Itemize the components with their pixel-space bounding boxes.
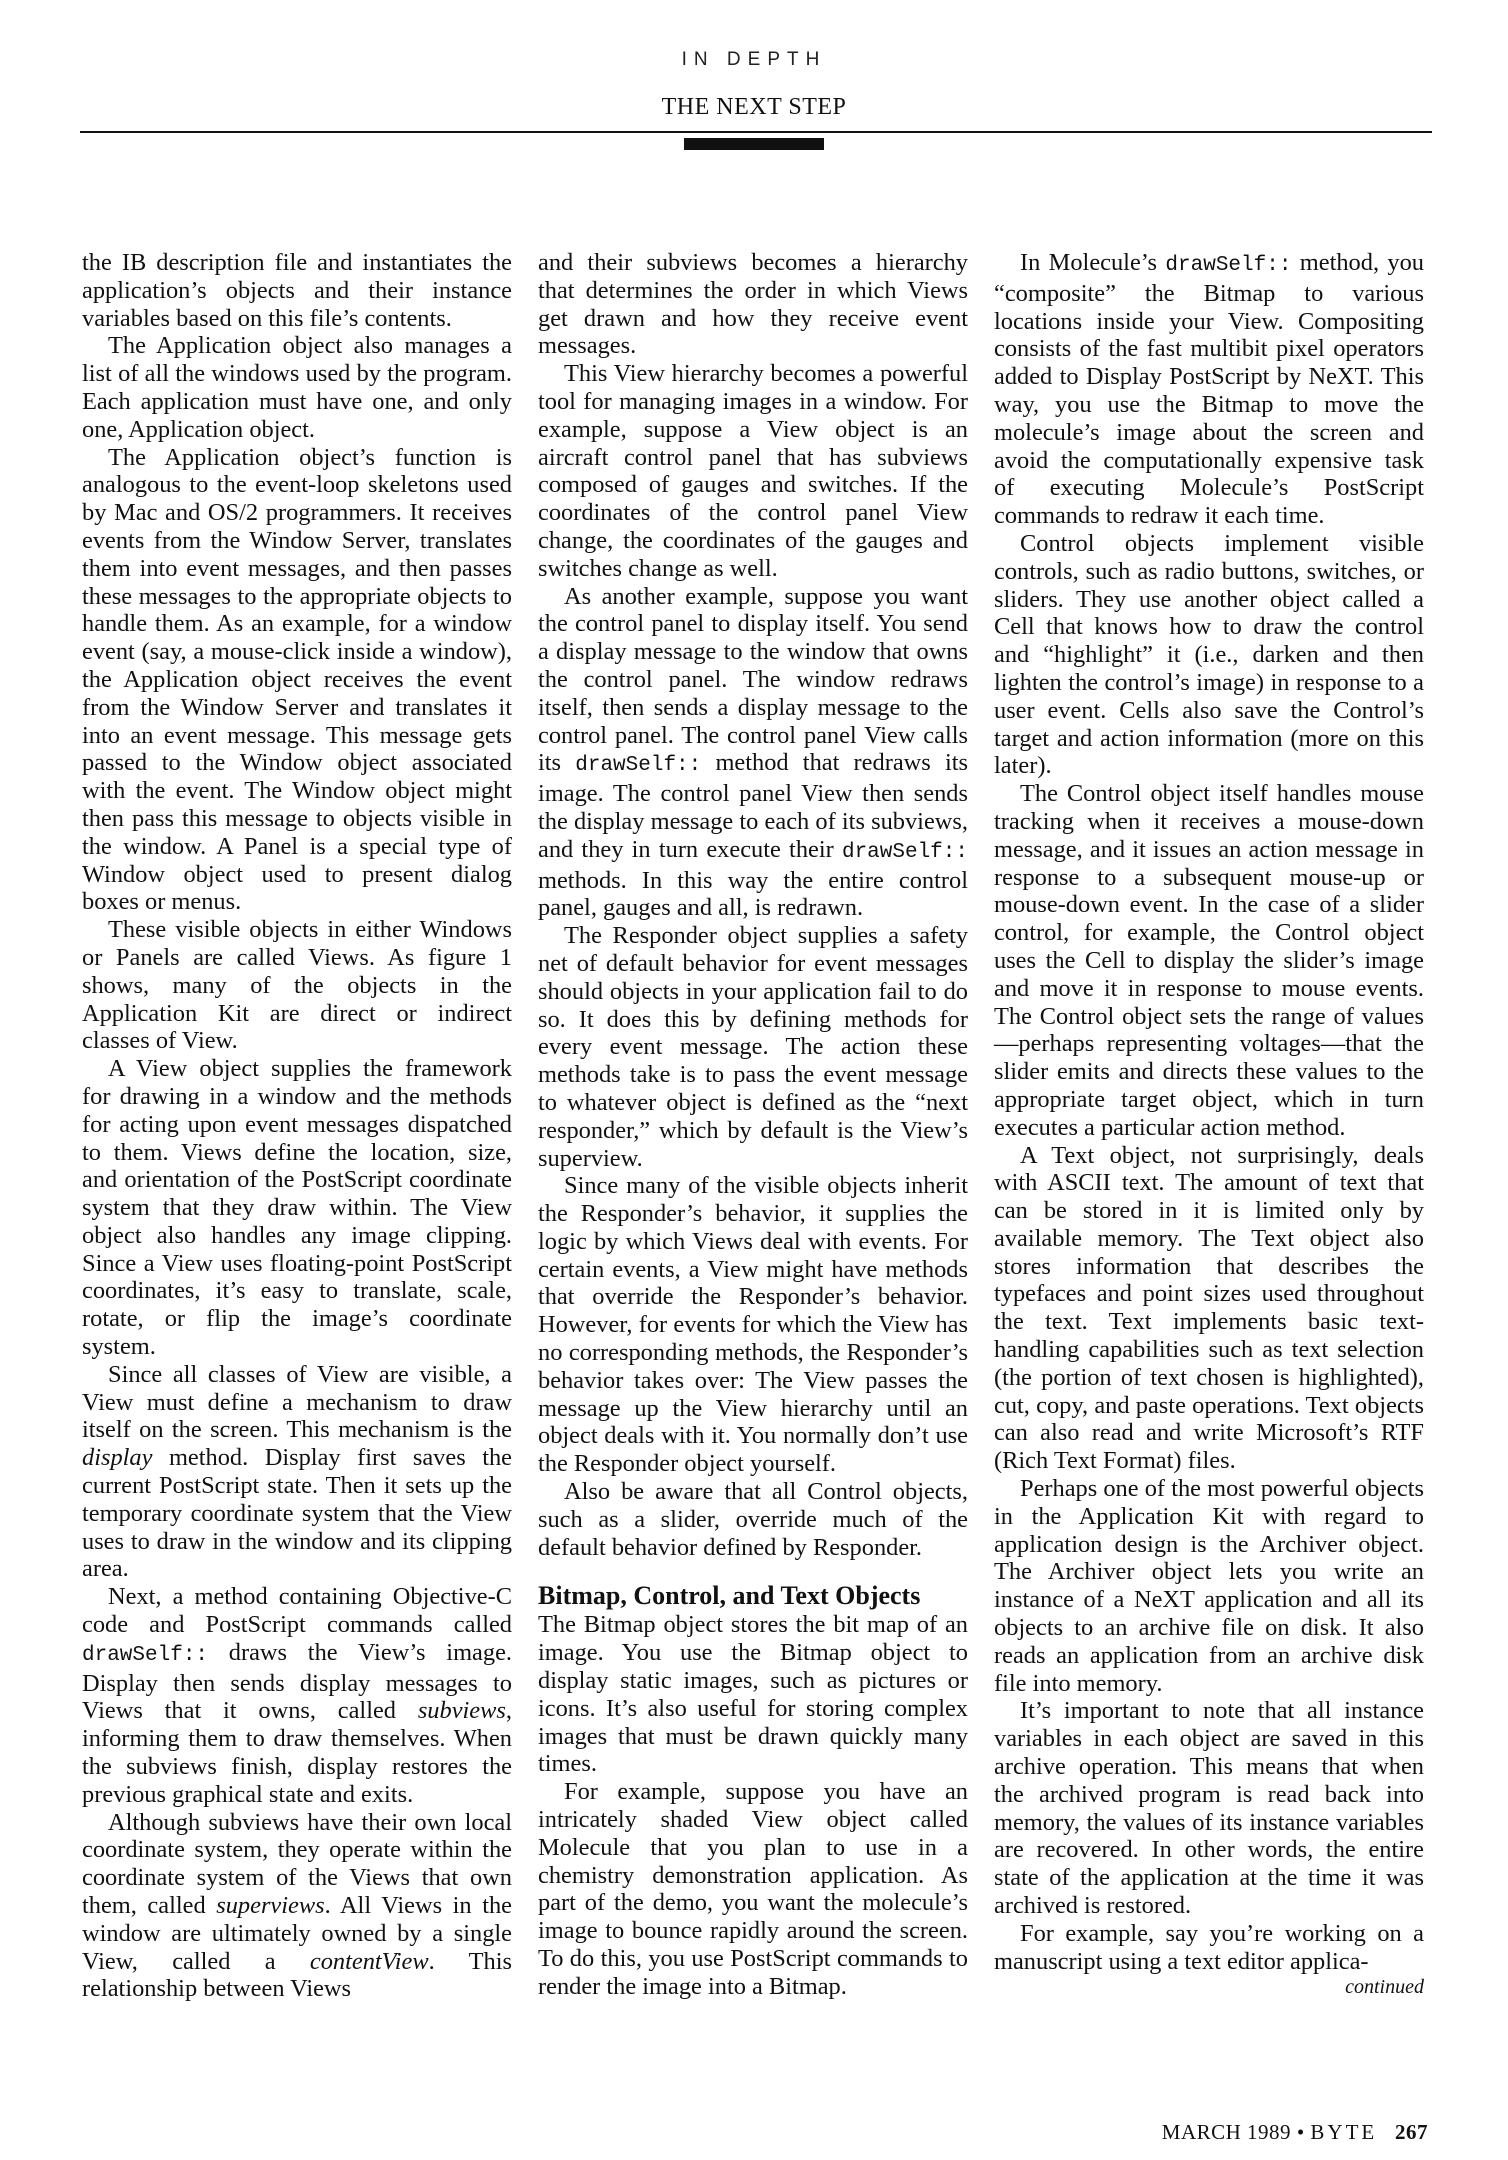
page-footer [1162, 2120, 1428, 2145]
paragraph: A Text object, not surprisingly, deals with ASCII text. The amount of text that can be stored in it is limited only by available memory. The Text object also stores information that describes the typefaces and point sizes used throughout the text. Text implements basic text-handling capabilities such as text selection (the portion of text chosen is highlighted), cut, copy, and paste operations. Text objects can also read and write Microsoft’s RTF (Rich Text Format) files. [994, 1141, 1424, 1475]
paragraph: Since many of the visible objects inherit the Responder’s behavior, it supplies the logic by which Views deal with events. For certain events, a View might have methods that override the Responder’s behavior. However, for events for which the View has no corresponding methods, the Responder’s behavior takes over: The View passes the message up the View hierarchy until an object deals with it. You normally don’t use the Responder object yourself. [538, 1172, 968, 1478]
header-rule [80, 131, 1432, 133]
paragraph [82, 1361, 512, 1583]
paragraph: The Application object’s function is analogous to the event-loop skeletons used by Mac and OS/2 programmers. It receives events from the Window Server, translates them into event messages, and then passes these messages to the appropriate objects to handle them. As an example, for a window event (say, a mouse-click inside a window), the Application object receives the event from the Window Server and translates it into an event message. This message gets passed to the Window object associated with the event. The Window object might then pass this message to objects visible in the window. A Panel is a special type of Window object used to present dialog boxes or menus. [82, 443, 512, 916]
italic-term: display [82, 1444, 153, 1472]
text-run: As another example, suppose you want the control panel to display itself. You send a display message to the window that owns the control panel. The window redraws itself, then sends a display message to the control panel. The control panel View calls its [538, 582, 968, 777]
text-run: . This relationship between Views [82, 1947, 512, 2003]
text-run: . All Views in the window are ultimately owned by a single View, called a [82, 1892, 512, 1975]
text-run: , informing them to draw themselves. When the subviews finish, display restores the previous graphical state and exits. [82, 1697, 512, 1808]
italic-term: superviews [216, 1892, 325, 1920]
text-run: Next, a method containing Objective-C code and PostScript commands called [82, 1583, 512, 1639]
paragraph: The Application object also manages a list of all the windows used by the program. Each application must have one, and only one, Application object. [82, 332, 512, 443]
paragraph [994, 249, 1424, 530]
paragraph: This View hierarchy becomes a powerful tool for managing images in a window. For example, suppose a View object is an aircraft control panel that has subviews composed of gauges and switches. If the coordinates of the control panel View change, the coordinates of the gauges and switches change as well. [538, 360, 968, 582]
text-run: method that redraws its image. The control panel View then sends the display message to each of its subviews, and they in turn execute their [538, 749, 968, 863]
magazine-name: BYTE [1310, 2120, 1378, 2144]
paragraph: These visible objects in either Windows or Panels are called Views. As figure 1 shows, many of the objects in the Application Kit are direct or indirect classes of View. [82, 916, 512, 1055]
paragraph: For example, suppose you have an intricately shaded View object called Molecule that you plan to use in a chemistry demonstration application. As part of the demo, you want the molecule’s image to bounce rapidly around the screen. To do this, you use PostScript commands to render the image into a Bitmap. [538, 1778, 968, 2000]
paragraph: The Control object itself handles mouse tracking when it receives a mouse-down message, and it issues an action message in response to a subsequent mouse-up or mouse-down event. In the case of a slider control, for example, the Control object uses the Cell to display the slider’s image and move it in response to mouse events. The Control object sets the range of values—perhaps representing voltages—that the slider emits and directs these values to the appropriate target object, which in turn executes a particular action method. [994, 780, 1424, 1141]
paragraph [82, 1809, 512, 2004]
code-term: drawSelf:: [82, 1643, 209, 1667]
code-term: drawSelf:: [1165, 254, 1292, 277]
paragraph: the IB description file and instantiates the application’s objects and their instance variables based on this file’s contents. [82, 249, 512, 332]
column-3 [994, 249, 1424, 1999]
text-run: draws the View’s image. Display then sends display messages to Views that it owns, called [82, 1638, 512, 1725]
code-term: drawSelf:: [575, 754, 702, 778]
italic-term: subviews [417, 1697, 506, 1725]
running-title: THE NEXT STEP [661, 94, 847, 120]
page-number: 267 [1395, 2120, 1428, 2144]
paragraph: For example, say you’re working on a manuscript using a text editor applica- [994, 1919, 1424, 1975]
paragraph: Also be aware that all Control objects, such as a slider, override much of the default behavior defined by Responder. [538, 1478, 968, 1561]
footer-separator: • [1296, 2120, 1305, 2144]
text-run: method, you “composite” the Bitmap to various locations inside your View. Compositing consists of the fast multibit pixel operators added to Display PostScript by NeXT. This way, you use the Bitmap to move the molecule’s image about the screen and avoid the computationally expensive task of executing Molecule’s PostScript commands to redraw it each time. [994, 249, 1424, 530]
column-1 [82, 249, 512, 2003]
column-2 [538, 249, 968, 2001]
paragraph: The Responder object supplies a safety net of default behavior for event messages should objects in your application fail to do so. It does this by defining methods for every event message. The action these methods take is to pass the event message to whatever object is defined as the “next responder,” which by default is the View’s superview. [538, 922, 968, 1172]
paragraph: A View object supplies the framework for drawing in a window and the methods for acting upon event messages dispatched to them. Views define the location, size, and orientation of the PostScript coordinate system that they draw within. The View object also handles any image clipping. Since a View uses floating-point PostScript coordinates, it’s easy to translate, scale, rotate, or flip the image’s coordinate system. [82, 1055, 512, 1361]
paragraph [538, 583, 968, 923]
text-run: method. Display first saves the current PostScript state. Then it sets up the temporary coordinate system that the View uses to draw in the window and its clipping area. [82, 1444, 512, 1583]
continued-label: continued [1345, 1976, 1424, 1999]
paragraph: It’s important to note that all instance variables in each object are saved in this archive operation. This means that when the archived program is read back into memory, the values of its instance variables are recovered. In other words, the entire state of the application at the time it was archived is restored. [994, 1697, 1424, 1920]
section-kicker: IN DEPTH [681, 49, 827, 70]
text-run: methods. In this way the entire control panel, gauges and all, is redrawn. [538, 866, 968, 922]
header-rule-bar [684, 138, 824, 150]
italic-term: contentView [309, 1947, 429, 1975]
paragraph: Control objects implement visible controls, such as radio buttons, switches, or sliders. They use another object called a Cell that knows how to draw the control and “highlight” it (i.e., darken and then lighten the control’s image) in response to a user event. Cells also save the Control’s target and action information (more on this later). [994, 529, 1424, 780]
paragraph [82, 1583, 512, 1808]
text-run: In Molecule’s [1020, 249, 1166, 276]
paragraph: The Bitmap object stores the bit map of an image. You use the Bitmap object to display static images, such as pictures or icons. It’s also useful for storing complex images that must be drawn quickly many times. [538, 1611, 968, 1778]
text-run: Although subviews have their own local coordinate system, they operate within the coordinate system of the Views that own them, called [82, 1808, 512, 1920]
section-heading: Bitmap, Control, and Text Objects [538, 1581, 921, 1611]
code-term: drawSelf:: [841, 840, 968, 864]
paragraph: and their subviews becomes a hierarchy that determines the order in which Views get drawn and how they receive event messages. [538, 249, 968, 360]
paragraph: Perhaps one of the most powerful objects in the Application Kit with regard to application design is the Archiver object. The Archiver object lets you write an instance of a NeXT application and all its objects to an archive file on disk. It also reads an application from an archive disk file into memory. [994, 1475, 1424, 1697]
issue-date: MARCH 1989 [1161, 2120, 1292, 2144]
text-run: Since all classes of View are visible, a View must define a mechanism to draw itself on the screen. This mechanism is the [82, 1360, 512, 1444]
